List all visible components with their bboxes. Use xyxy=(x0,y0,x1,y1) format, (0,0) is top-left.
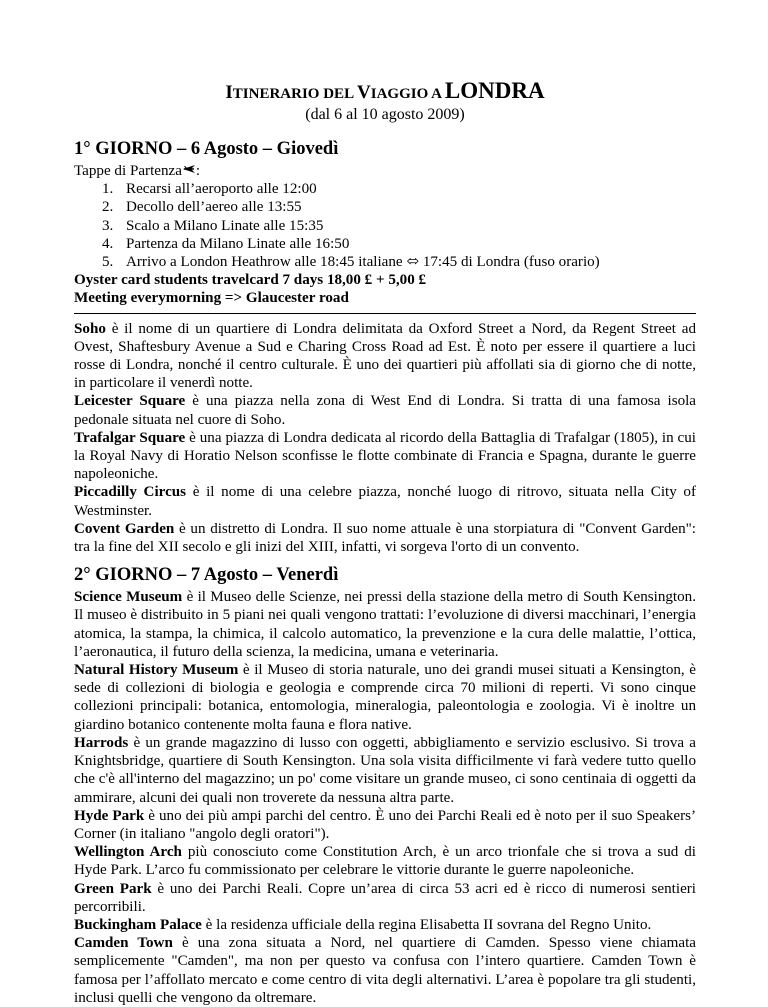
departure-step xyxy=(102,235,696,253)
departure-step xyxy=(102,253,696,271)
place-description xyxy=(74,429,696,484)
day1-places xyxy=(74,320,696,557)
place-name: Camden Town xyxy=(74,935,173,952)
place-description xyxy=(74,520,696,556)
place-name: Hyde Park xyxy=(74,807,145,824)
step-number: 5. xyxy=(102,254,114,271)
step-text: Recarsi all’aeroporto alle 12:00 xyxy=(126,181,317,198)
place-name: Wellington Arch xyxy=(74,844,182,861)
place-name: Buckingham Palace xyxy=(74,916,202,933)
place-text: è un distretto di Londra. Il suo nome attuale è una storpiatura di "Convent Garden": tra la fine del XII secolo e gli inizi del XIII, infatti, vi sorgeva l'orto di un convento. xyxy=(74,520,696,556)
place-name: Green Park xyxy=(74,880,152,897)
place-text: è uno dei più ampi parchi del centro. È uno dei Parchi Reali ed è noto per il suo Speakers’ Corner (in italiano "angolo degli oratori"). xyxy=(74,807,696,842)
place-description xyxy=(74,483,696,519)
place-description xyxy=(74,734,696,807)
place-description xyxy=(74,880,696,916)
place-description xyxy=(74,916,696,934)
departure-step xyxy=(102,180,696,198)
oyster-card-info: Oyster card students travelcard 7 days 18,00 £ + 5,00 £ xyxy=(74,272,427,289)
place-name: Leicester Square xyxy=(74,393,186,410)
title-initial-v: V xyxy=(357,82,371,103)
departure-suffix: : xyxy=(195,163,201,179)
place-text: è il nome di un quartiere di Londra delimitata da Oxford Street a Nord, da Regent Street ad Ovest, Shaftesbury Avenue a Sud e Charing Cross Road ad Est. È noto per essere il quartiere a luci rosse di Londra, nonché il centro culturale. È uno dei quartieri più affollati sia di giorno che di notte, in particolare il venerdì notte. xyxy=(74,320,696,392)
place-text: è la residenza ufficiale della regina Elisabetta II sovrana del Regno Unito. xyxy=(201,916,652,933)
step-text: Scalo a Milano Linate alle 15:35 xyxy=(126,217,324,234)
place-text: più conosciuto come Constitution Arch, è un arco trionfale che si trova a sud di Hyde Park. L’arco fu commissionato per celebrare le vittorie durante le guerre napoleoniche. xyxy=(74,844,696,879)
step-number: 4. xyxy=(102,235,114,252)
step-text: Arrivo a London Heathrow alle 18:45 italiane ⬄ 17:45 di Londra (fuso orario) xyxy=(126,254,600,271)
place-text: è uno dei Parchi Reali. Copre un’area di circa 53 acri ed è ricco di numerosi sentieri percorribili. xyxy=(74,880,696,915)
place-description xyxy=(74,392,696,428)
document-subtitle: (dal 6 al 10 agosto 2009) xyxy=(305,106,465,123)
title-part1: TINERARIO DEL xyxy=(232,86,357,102)
place-name: Natural History Museum xyxy=(74,662,239,679)
place-name: Covent Garden xyxy=(74,520,175,537)
day1-heading: 1° GIORNO – 6 Agosto – Giovedì xyxy=(74,139,339,159)
place-description xyxy=(74,807,696,843)
departure-label-text: Tappe di Partenza xyxy=(74,163,182,179)
place-description xyxy=(74,588,696,661)
departure-step xyxy=(102,198,696,216)
title-part2: IAGGIO A xyxy=(370,86,445,102)
place-name: Soho xyxy=(74,320,106,337)
departure-label xyxy=(74,162,696,180)
place-text: è il nome di una celebre piazza, nonché luogo di ritrovo, situata nella City of Westminster. xyxy=(74,484,696,519)
place-text: è una piazza nella zona di West End di Londra. Si tratta di una famosa isola pedonale situata nel cuore di Soho. xyxy=(74,393,697,428)
title-city: LONDRA xyxy=(444,78,545,103)
step-number: 3. xyxy=(102,217,114,234)
place-text: è un grande magazzino di lusso con oggetti, abbigliamento e servizio esclusivo. Si trova a Knightsbridge, quartiere di South Kensington. Una sola visita difficilmente vi farà vedere tutto quello che c'è all'interno del magazzino; un po' come visitare un grande museo, ci sono centinaia di oggetti da ammirare, alcuni dei quali non troverete da nessuna altra parte. xyxy=(74,734,696,806)
day2-places xyxy=(74,588,696,1007)
place-name: Science Museum xyxy=(74,589,183,606)
step-text: Partenza da Milano Linate alle 16:50 xyxy=(126,235,350,252)
airplane-icon xyxy=(182,162,196,180)
place-name: Harrods xyxy=(74,734,129,751)
meeting-info: Meeting everymorning => Glaucester road xyxy=(74,290,349,307)
place-name: Piccadilly Circus xyxy=(74,484,187,501)
place-description xyxy=(74,934,696,1007)
place-text: è una zona situata a Nord, nel quartiere di Camden. Spesso viene chiamata semplicemente "Camden", ma non per questo va confusa con l’intero quartiere. Camden Town è famosa per l’affollato mercato e come centro di vita degli alternativi. L’area è popolare tra gli studenti, inclusi quelli che vengono da oltremare. xyxy=(74,935,696,1006)
place-name: Trafalgar Square xyxy=(74,429,186,446)
departure-step xyxy=(102,217,696,235)
section-divider xyxy=(74,313,696,314)
place-description xyxy=(74,843,696,879)
place-description xyxy=(74,320,696,393)
step-number: 2. xyxy=(102,199,114,216)
step-text: Decollo dell’aereo alle 13:55 xyxy=(126,199,302,216)
day2-heading: 2° GIORNO – 7 Agosto – Venerdì xyxy=(74,565,339,586)
place-text: è il Museo delle Scienze, nei pressi della stazione della metro di South Kensington. Il museo è distribuito in 5 piani nei quali vengono trattati: l’evoluzione di diversi macchinari, l’energia atomica, la stampa, la chimica, il calcolo automatico, la prevenzione e la cura delle malattie, l’ottica, l’aeronautica, il futuro della scienza, la medicina, umana e veterinaria. xyxy=(74,589,696,660)
document-title xyxy=(74,80,696,105)
departure-steps-list xyxy=(74,180,696,271)
place-text: è una piazza di Londra dedicata al ricordo della Battaglia di Trafalgar (1805), in cui la Royal Navy di Horatio Nelson sconfisse le flotte combinate di Francia e Spagna, durante le guerre napoleoniche. xyxy=(74,429,697,483)
place-description xyxy=(74,661,696,734)
place-text: è il Museo di storia naturale, uno dei grandi musei situati a Kensington, è sede di collezioni di biologia e geologia e comprende circa 70 milioni di reperti. Vi sono cinque collezioni principali: botanica, entomologia, mineralogia, paleontologia e zoologia. Vi è inoltre un giardino botanico contenente molta fauna e flora native. xyxy=(74,662,696,733)
step-number: 1. xyxy=(102,181,114,198)
title-initial-i: I xyxy=(225,82,233,103)
